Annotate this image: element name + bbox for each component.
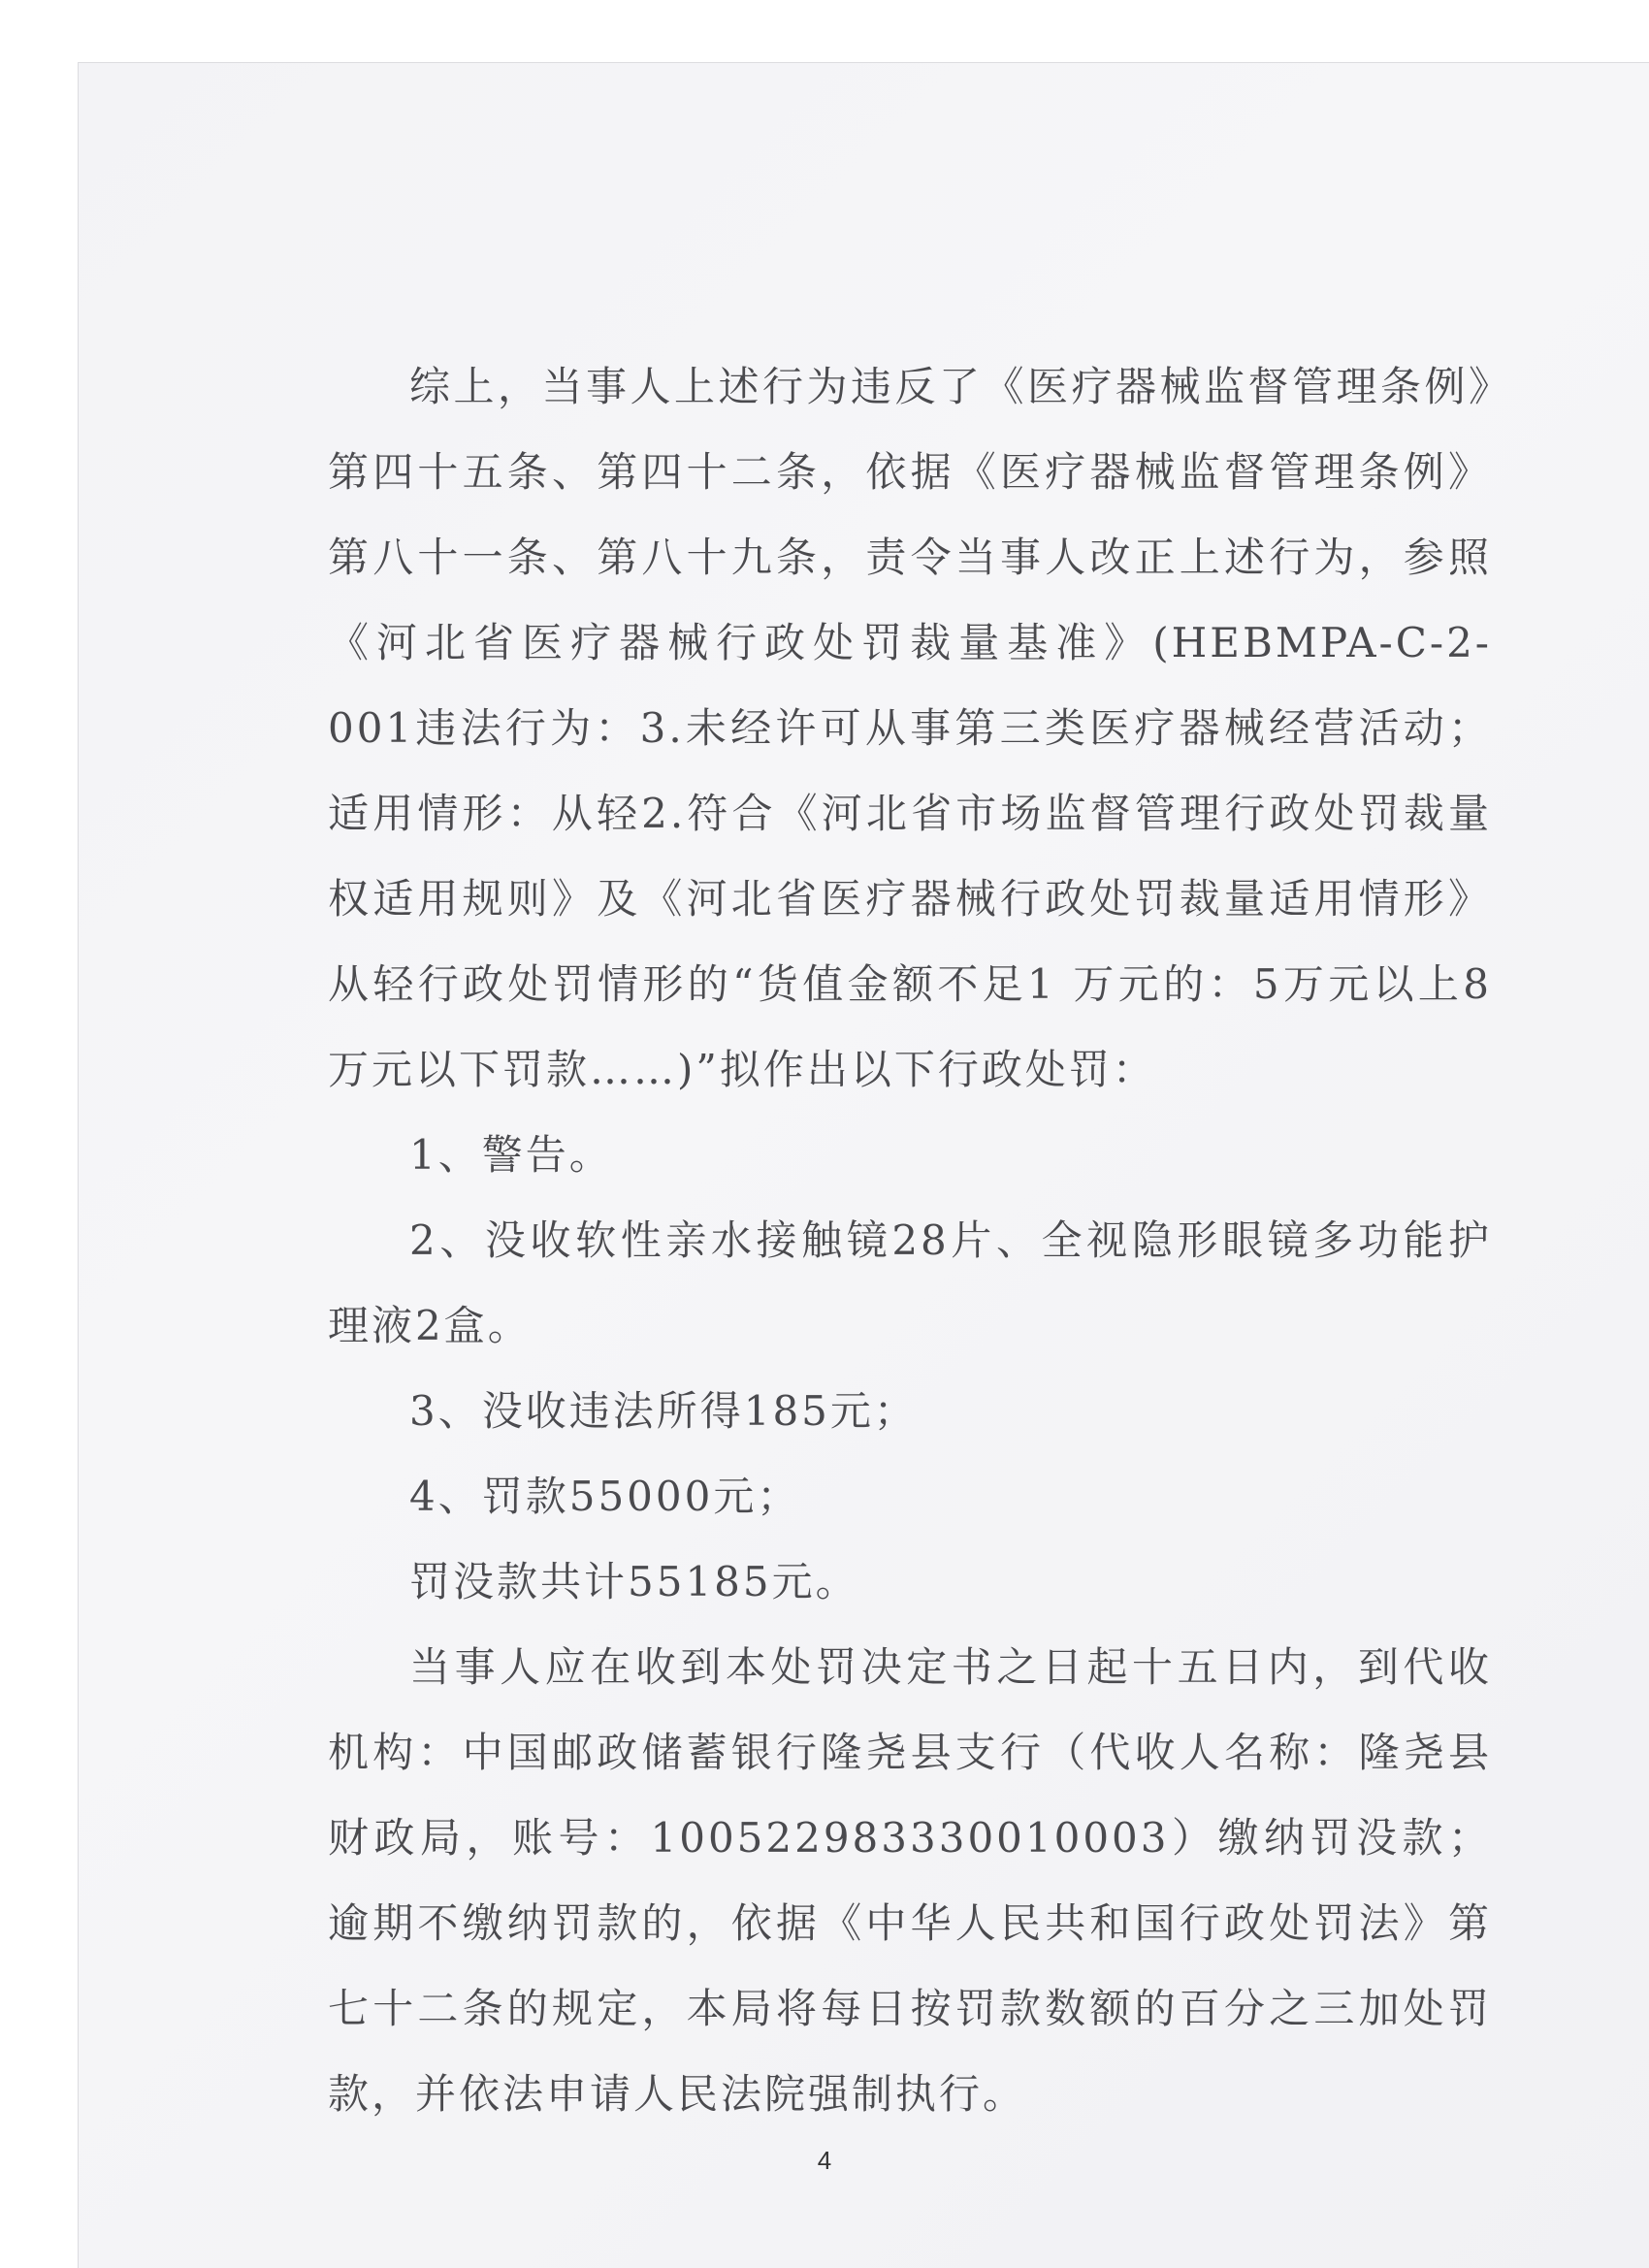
penalty-total: 罚没款共计55185元。: [409, 1558, 859, 1605]
penalty-item-warning: 1、警告。: [409, 1131, 613, 1179]
penalty-item-confiscation: 2、没收软性亲水接触镜28片、全视隐形眼镜多功能护理液2盒。: [328, 1216, 1492, 1349]
document-body: [328, 344, 1492, 2137]
penalty-item-illegal-gains: 3、没收违法所得185元；: [409, 1387, 918, 1435]
penalty-item-fine: 4、罚款55000元；: [409, 1473, 801, 1520]
payment-instructions-paragraph: 当事人应在收到本处罚决定书之日起十五日内，到代收机构：中国邮政储蓄银行隆尧县支行（代收人名称：隆尧县财政局，账号：100522983330010003）缴纳罚没款；逾期不缴纳罚款的，依据《中华人民共和国行政处罚法》第七十二条的规定，本局将每日按罚款数额的百分之三加处罚款，并依法申请人民法院强制执行。: [328, 1643, 1492, 2118]
summary-paragraph: 综上，当事人上述行为违反了《医疗器械监督管理条例》第四十五条、第四十二条，依据《医疗器械监督管理条例》第八十一条、第八十九条，责令当事人改正上述行为，参照《河北省医疗器械行政处罚裁量基准》(HEBMPA-C-2-001违法行为：3.未经许可从事第三类医疗器械经营活动；适用情形：从轻2.符合《河北省市场监督管理行政处罚裁量权适用规则》及《河北省医疗器械行政处罚裁量适用情形》从轻行政处罚情形的“货值金额不足1 万元的：5万元以上8 万元以下罚款……)”拟作出以下行政处罚：: [328, 363, 1492, 1093]
page-number: 4: [817, 2146, 832, 2175]
